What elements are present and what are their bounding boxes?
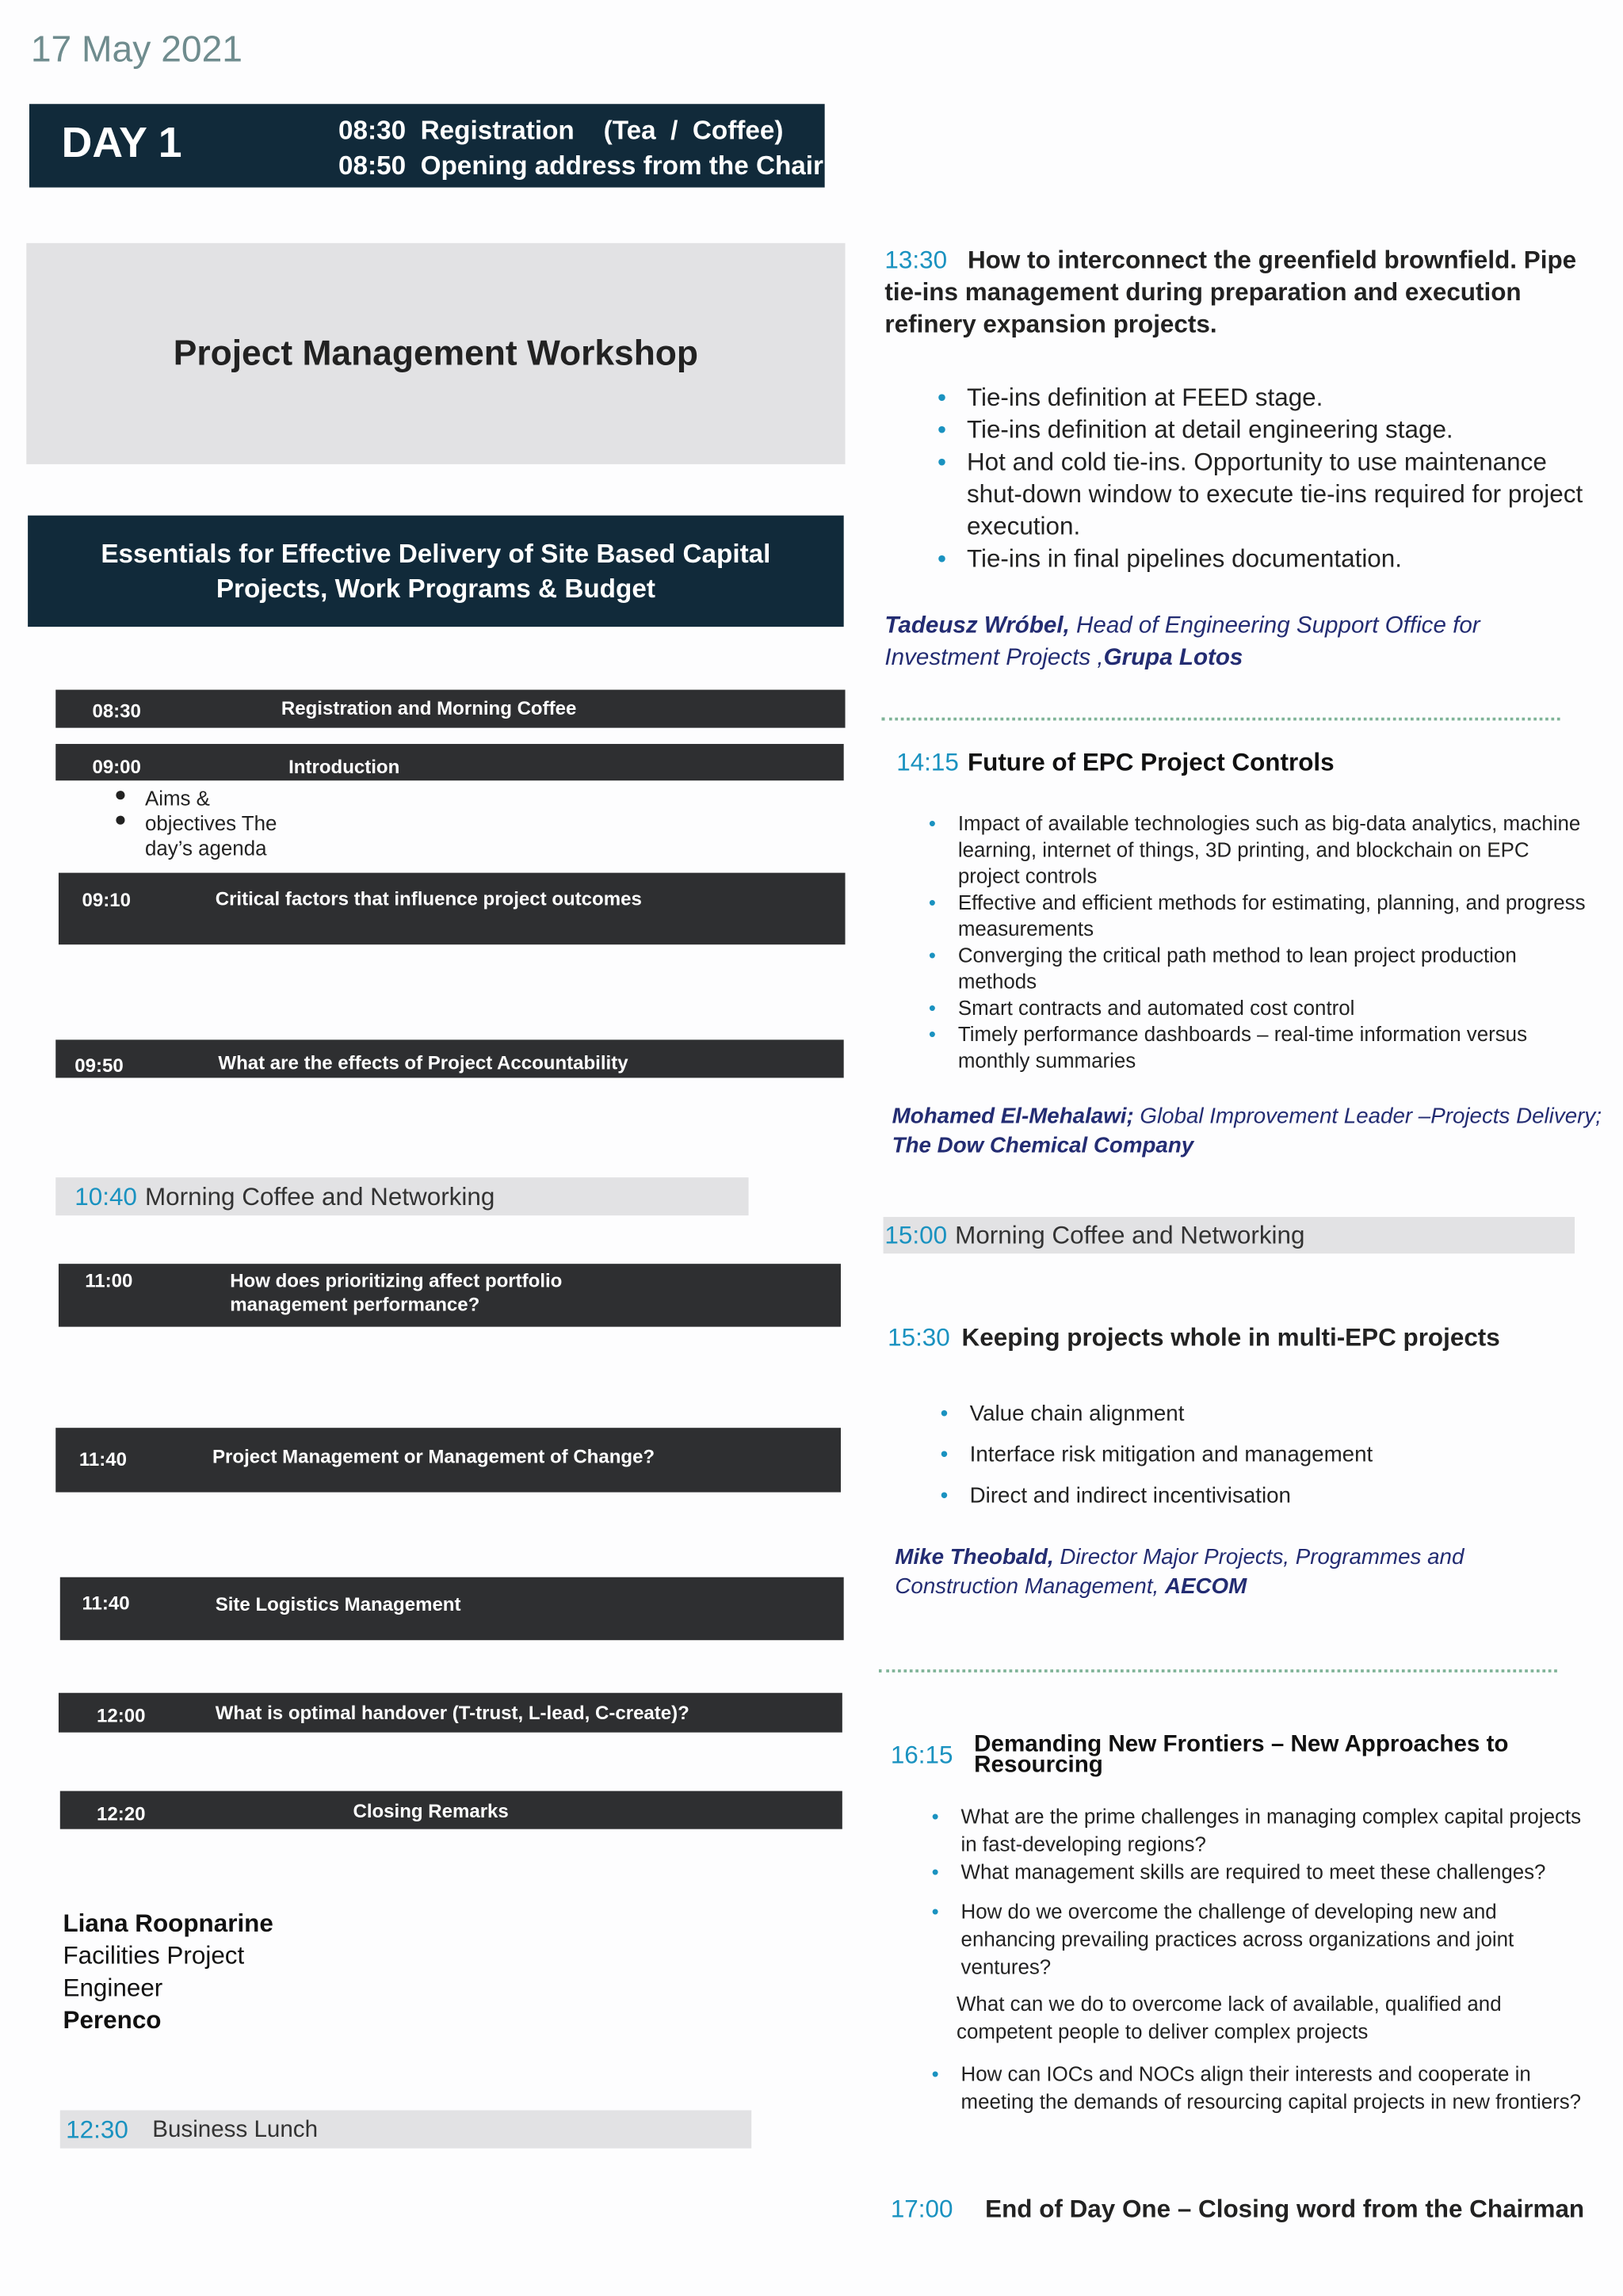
session-management-of-change: [55, 1428, 841, 1492]
break-time: 10:40: [74, 1183, 137, 1211]
session-time: 11:40: [82, 1592, 130, 1614]
multi-epc-bullets: [941, 1394, 1556, 1517]
date-heading: 17 May 2021: [30, 29, 242, 71]
list-item-continuation: day’s agenda: [144, 836, 267, 860]
session-epc-controls: [896, 749, 1334, 778]
list-item: • Hot and cold tie-ins. Opportunity to use maintenance shut-down window to execute tie-ins required for project execution.: [938, 447, 1597, 543]
epc-controls-bullets: [929, 810, 1595, 1074]
session-title: Introduction: [288, 755, 400, 778]
speaker-credit: Tadeusz Wróbel, Head of Engineering Support Office for Investment Projects ,Grupa Lotos: [884, 613, 1480, 671]
session-title: Site Logistics Management: [215, 1593, 461, 1615]
break-title: Morning Coffee and Networking: [955, 1221, 1305, 1249]
list-item: • Timely performance dashboards – real-time information versus monthly summaries: [929, 1020, 1595, 1074]
session-time: 12:00: [96, 1704, 146, 1727]
list-item: • What are the prime challenges in managing complex capital projects in fast-developing regions?: [932, 1802, 1588, 1858]
session-time: 09:00: [92, 755, 141, 778]
list-item: • How do we overcome the challenge of developing new and enhancing prevailing practices across organizations and joint ventures?: [932, 1898, 1588, 1981]
session-accountability: [55, 1039, 843, 1077]
session-handover: [59, 1693, 842, 1733]
list-item: • Converging the critical path method to lean project production methods: [929, 942, 1595, 995]
session-title: Closing Remarks: [353, 1799, 509, 1822]
session-time: 13:30: [884, 246, 948, 274]
section-divider: [882, 718, 1560, 721]
list-item: ● objectives The: [114, 807, 277, 835]
break-title: Business Lunch: [152, 2117, 319, 2143]
session-title: How to interconnect the greenfield brownfield. Pipe tie-ins management during preparation and execution refinery expansion projects.: [884, 246, 1577, 338]
session-title: Keeping projects whole in multi-EPC projects: [961, 1323, 1500, 1352]
list-item: • Tie-ins definition at FEED stage.: [938, 382, 1597, 414]
day-label: DAY 1: [61, 120, 182, 167]
workshop-title: Project Management Workshop: [173, 333, 699, 373]
session-introduction: [55, 744, 843, 780]
section-divider: [879, 1669, 1557, 1672]
session-closing-remarks: [60, 1791, 842, 1829]
break-morning-coffee-2: [884, 1217, 1575, 1253]
session-title: What are the effects of Project Accountability: [218, 1051, 628, 1074]
workshop-subtitle-box: [28, 516, 844, 627]
session-title: End of Day One – Closing word from the Chairman: [985, 2195, 1585, 2223]
session-title: Registration and Morning Coffee: [281, 696, 577, 719]
session-end-of-day: [891, 2195, 1584, 2225]
speaker-credit: Mike Theobald, Director Major Projects, Programmes and Construction Management, AECOM: [895, 1545, 1465, 1600]
presenter-block: [63, 1908, 273, 2037]
list-item: ● Aims &: [114, 782, 210, 810]
session-time: 09:10: [82, 888, 131, 911]
session-time: 17:00: [890, 2195, 953, 2223]
session-site-logistics: [60, 1577, 844, 1640]
presenter-company: Perenco: [63, 2006, 162, 2035]
list-item-continuation: What can we do to overcome lack of available, qualified and competent people to deliver complex projects: [957, 1991, 1502, 2043]
list-item: • Value chain alignment: [941, 1394, 1556, 1436]
list-item: • Smart contracts and automated cost control: [929, 994, 1595, 1020]
session-tie-ins: [884, 245, 1602, 341]
list-item: • Interface risk mitigation and management: [941, 1435, 1556, 1476]
list-item: • Tie-ins in final pipelines documentation.: [938, 543, 1597, 576]
tie-ins-bullets: [938, 382, 1597, 575]
presenter-role-cont: Engineer: [63, 1974, 163, 2002]
list-item: • Impact of available technologies such as big-data analytics, machine learning, internet of things, 3D printing, and blockchain on EPC project controls: [929, 810, 1595, 889]
session-time: 11:40: [78, 1448, 127, 1470]
session-time-resourcing: 16:15: [890, 1741, 953, 1769]
break-time: 12:30: [66, 2115, 128, 2145]
session-multi-epc: [888, 1324, 1500, 1353]
session-prioritizing: [59, 1264, 841, 1326]
break-business-lunch: [60, 2111, 751, 2149]
introduction-bullets: [114, 782, 277, 861]
list-item: • How can IOCs and NOCs align their interests and cooperate in meeting the demands of resourcing capital projects in new frontiers?: [932, 2061, 1588, 2116]
banner-line-1: 08:30 Registration (Tea / Coffee): [338, 116, 784, 145]
day-banner: [29, 104, 825, 187]
session-registration: [55, 690, 845, 728]
session-time: 11:00: [85, 1269, 133, 1292]
presenter-name: Liana Roopnarine: [63, 1909, 273, 1938]
session-title: What is optimal handover (T-trust, L-lead, C-create)?: [215, 1701, 689, 1724]
list-item: • Direct and indirect incentivisation: [941, 1476, 1556, 1517]
presenter-role: Facilities Project: [63, 1941, 245, 1970]
resourcing-bullets: [932, 1802, 1588, 2116]
list-item: • What management skills are required to meet these challenges?: [932, 1859, 1588, 1886]
list-item: • Tie-ins definition at detail engineering stage.: [938, 414, 1597, 447]
session-time: 14:15: [896, 748, 959, 776]
session-time: 08:30: [92, 700, 141, 723]
workshop-subtitle: Essentials for Effective Delivery of Site Based Capital Projects, Work Programs & Budget: [101, 539, 771, 604]
session-title: Critical factors that influence project outcomes: [215, 887, 642, 910]
session-title: Project Management or Management of Change?: [212, 1445, 655, 1468]
session-title: How does prioritizing affect portfolio management performance?: [230, 1269, 563, 1315]
break-title: Morning Coffee and Networking: [144, 1183, 495, 1211]
list-item: • Effective and efficient methods for estimating, planning, and progress measurements: [929, 889, 1595, 942]
workshop-title-box: [26, 243, 845, 464]
session-critical-factors: [59, 873, 846, 945]
session-time: 15:30: [888, 1323, 950, 1352]
speaker-credit: Mohamed El-Mehalawi; Global Improvement Leader –Projects Delivery; The Dow Chemical Company: [892, 1104, 1602, 1159]
session-title-resourcing: Demanding New Frontiers – New Approaches to Resourcing: [974, 1732, 1509, 1778]
banner-line-2: 08:50 Opening address from the Chair: [338, 151, 824, 181]
break-time: 15:00: [884, 1221, 948, 1249]
session-title: Future of EPC Project Controls: [967, 748, 1335, 776]
session-time: 12:20: [96, 1802, 146, 1825]
break-morning-coffee: [55, 1177, 748, 1215]
session-time: 09:50: [74, 1054, 124, 1077]
